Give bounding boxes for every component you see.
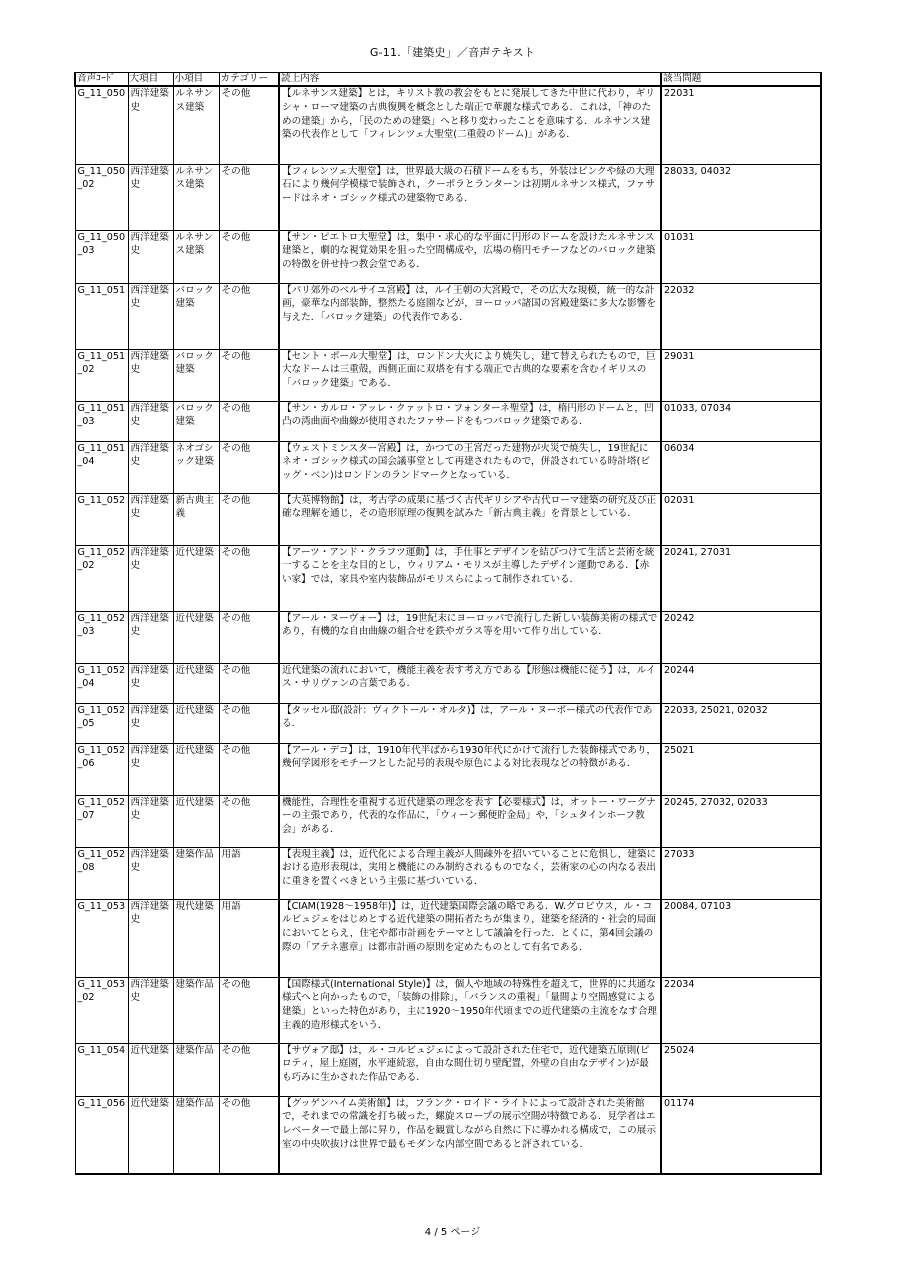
cell-questions: 20242 xyxy=(661,611,821,663)
cell-major: 西洋建築史 xyxy=(128,611,173,663)
cell-code: G_11_051_03 xyxy=(75,401,128,441)
cell-category: その他 xyxy=(219,1096,279,1174)
cell-code: G_11_052_03 xyxy=(75,611,128,663)
cell-major: 西洋建築史 xyxy=(128,401,173,441)
cell-text: 【アーツ・アンド・クラフツ運動】は，手仕事とデザインを結びつけて生活と芸術を統一することを主な目的とし，ウィリアム・モリスが主導したデザイン運動である．【赤い家】では，家具や室内装飾品がモリスらによって制作されている． xyxy=(279,545,661,611)
table-row xyxy=(75,611,821,663)
cell-major: 西洋建築史 xyxy=(128,230,173,283)
cell-text: 【サン・カルロ・アッレ・クァットロ・フォンターネ聖堂】は，楕円形のドームと，凹凸の湾曲面や曲線が使用されたファサードをもつバロック建築である． xyxy=(279,401,661,441)
cell-category: その他 xyxy=(219,493,279,545)
cell-major: 西洋建築史 xyxy=(128,899,173,977)
cell-text: 【アール・ヌーヴォー】は，19世紀末にヨーロッパで流行した新しい装飾美術の様式であり，有機的な自由曲線の組合せを鉄やガラス等を用いて作り出している． xyxy=(279,611,661,663)
cell-major: 西洋建築史 xyxy=(128,164,173,230)
cell-questions: 22034 xyxy=(661,977,821,1043)
cell-text: 【ルネサンス建築】とは，キリスト教の教会をもとに発展してきた中世に代わり，ギリシャ・ローマ建築の古典復興を概念とした端正で華麗な様式である．これは，「神のための建築」から，「民のための建築」へと移り変わったことを意味する．ルネサンス建築の代表作として「フィレンツェ大聖堂(二重殻のドーム)」がある． xyxy=(279,86,661,164)
cell-minor: ルネサンス建築 xyxy=(173,230,219,283)
cell-major: 西洋建築史 xyxy=(128,977,173,1043)
cell-category: 用語 xyxy=(219,899,279,977)
table-row xyxy=(75,283,821,349)
cell-major: 西洋建築史 xyxy=(128,349,173,401)
page-number: 4 / 5 ページ xyxy=(424,1227,481,1238)
cell-category: その他 xyxy=(219,1043,279,1096)
cell-text: 【サヴォア邸】は，ル・コルビュジェによって設計された住宅で，近代建築五原則(ピロティ，屋上庭園，水平連続窓，自由な間仕切り壁配置，外壁の自由なデザイン)が最も巧みに生かされた作品である． xyxy=(279,1043,661,1096)
cell-minor: バロック建築 xyxy=(173,401,219,441)
cell-major: 西洋建築史 xyxy=(128,703,173,743)
cell-code: G_11_052_02 xyxy=(75,545,128,611)
cell-text: 【CIAM(1928～1958年)】は，近代建築国際会議の略である．W.グロピウス，ル・コルビュジェをはじめとする近代建築の開拓者たちが集まり，建築を経済的・社会的局面においてとらえ，住宅や都市計画をテーマとして議論を行った．とくに，第4回会議の際の「アテネ憲章」は都市計画の原則を定めたものとして有名である． xyxy=(279,899,661,977)
column-header-questions: 該当問題 xyxy=(661,73,821,87)
cell-questions: 27033 xyxy=(661,847,821,899)
cell-text: 【グッゲンハイム美術館】は，フランク・ロイド・ライトによって設計された美術館で，それまでの常識を打ち破った，螺旋スロープの展示空間が特徴である．見学者はエレベーターで最上部に昇り，作品を観賞しながら自然に下に導かれる構成で，この展示室の中央吹抜けは世界で最もモダンな内部空間であると評されている． xyxy=(279,1096,661,1174)
cell-questions: 02031 xyxy=(661,493,821,545)
cell-minor: ルネサンス建築 xyxy=(173,164,219,230)
cell-code: G_11_053 xyxy=(75,899,128,977)
cell-major: 近代建築 xyxy=(128,1043,173,1096)
table-row xyxy=(75,1096,821,1174)
cell-text: 【アール・デコ】は，1910年代半ばから1930年代にかけて流行した装飾様式であり，幾何学図形をモチーフとした記号的表現や原色による対比表現などの特徴がある． xyxy=(279,743,661,795)
cell-major: 西洋建築史 xyxy=(128,743,173,795)
table-header-row xyxy=(75,73,821,87)
cell-text: 【サン・ピエトロ大聖堂】は，集中・求心的な平面に円形のドームを設けたルネサンス建築と，劇的な視覚効果を狙った空間構成や，広場の楕円モチーフなどのバロック建築の特徴を併せ持つ教会堂である． xyxy=(279,230,661,283)
cell-minor: ネオゴシック建築 xyxy=(173,441,219,493)
cell-questions: 01033, 07034 xyxy=(661,401,821,441)
column-header-minor: 小項目 xyxy=(173,73,219,87)
cell-code: G_11_050_03 xyxy=(75,230,128,283)
cell-code: G_11_050 xyxy=(75,86,128,164)
audio-text-table xyxy=(74,72,822,1175)
cell-code: G_11_052_08 xyxy=(75,847,128,899)
cell-category: その他 xyxy=(219,795,279,847)
cell-category: その他 xyxy=(219,441,279,493)
cell-code: G_11_056 xyxy=(75,1096,128,1174)
cell-code: G_11_052_05 xyxy=(75,703,128,743)
table-row xyxy=(75,230,821,283)
cell-category: その他 xyxy=(219,230,279,283)
cell-questions: 25021 xyxy=(661,743,821,795)
table-row xyxy=(75,401,821,441)
cell-major: 西洋建築史 xyxy=(128,441,173,493)
column-header-text: 読上内容 xyxy=(279,73,661,87)
cell-category: その他 xyxy=(219,545,279,611)
cell-code: G_11_051_04 xyxy=(75,441,128,493)
cell-major: 西洋建築史 xyxy=(128,545,173,611)
cell-minor: バロック建築 xyxy=(173,349,219,401)
cell-code: G_11_051 xyxy=(75,283,128,349)
table-row xyxy=(75,899,821,977)
cell-minor: 新古典主義 xyxy=(173,493,219,545)
cell-text: 【パリ郊外のベルサイユ宮殿】は，ルイ王朝の大宮殿で，その広大な規模，統一的な計画，豪華な内部装飾，整然たる庭園などが，ヨーロッパ諸国の宮殿建築に多大な影響を与えた．「バロック建築」の代表作である． xyxy=(279,283,661,349)
cell-category: その他 xyxy=(219,86,279,164)
column-header-category: カテゴリー xyxy=(219,73,279,87)
cell-category: その他 xyxy=(219,349,279,401)
cell-minor: 建築作品 xyxy=(173,1043,219,1096)
cell-code: G_11_052_04 xyxy=(75,663,128,703)
cell-major: 西洋建築史 xyxy=(128,795,173,847)
cell-minor: 現代建築 xyxy=(173,899,219,977)
cell-questions: 25024 xyxy=(661,1043,821,1096)
table-row xyxy=(75,1043,821,1096)
table-row xyxy=(75,349,821,401)
cell-category: その他 xyxy=(219,743,279,795)
cell-minor: 建築作品 xyxy=(173,847,219,899)
table-row xyxy=(75,743,821,795)
cell-text: 【フィレンツェ大聖堂】は，世界最大級の石積ドームをもち，外装はピンクや緑の大理石により幾何学模様で装飾され，クーポラとランターンは初期ルネサンス様式，ファサードはネオ・ゴシック様式の建築物である． xyxy=(279,164,661,230)
cell-minor: 近代建築 xyxy=(173,795,219,847)
cell-minor: バロック建築 xyxy=(173,283,219,349)
cell-category: その他 xyxy=(219,611,279,663)
cell-category: その他 xyxy=(219,703,279,743)
cell-questions: 20245, 27032, 02033 xyxy=(661,795,821,847)
cell-text: 近代建築の流れにおいて，機能主義を表す考え方である【形態は機能に従う】は，ルイス・サリヴァンの言葉である． xyxy=(279,663,661,703)
cell-questions: 20244 xyxy=(661,663,821,703)
cell-text: 【大英博物館】は，考古学の成果に基づく古代ギリシアや古代ローマ建築の研究及び正確な理解を通じ，その造形原理の復興を試みた「新古典主義」を背景としている． xyxy=(279,493,661,545)
cell-category: その他 xyxy=(219,283,279,349)
page-title: G-11.「建築史」／音声テキスト xyxy=(369,46,536,59)
cell-questions: 22033, 25021, 02032 xyxy=(661,703,821,743)
cell-minor: ルネサンス建築 xyxy=(173,86,219,164)
cell-questions: 28033, 04032 xyxy=(661,164,821,230)
cell-questions: 20241, 27031 xyxy=(661,545,821,611)
cell-category: その他 xyxy=(219,663,279,703)
cell-questions: 01031 xyxy=(661,230,821,283)
cell-minor: 近代建築 xyxy=(173,663,219,703)
cell-minor: 近代建築 xyxy=(173,545,219,611)
cell-code: G_11_053_02 xyxy=(75,977,128,1043)
cell-questions: 29031 xyxy=(661,349,821,401)
cell-questions: 22032 xyxy=(661,283,821,349)
cell-category: その他 xyxy=(219,977,279,1043)
table-row xyxy=(75,86,821,164)
cell-text: 【国際様式(International Style)】は，個人や地域の特殊性を超えて，世界的に共通な様式へと向かったもので，「装飾の排除」，「バランスの重視」「量間より空間感覚による建築」といった特色があり，主に1920～1950年代頃までの近代建築の主流をなす合理主義的造形様式をいう． xyxy=(279,977,661,1043)
cell-minor: 近代建築 xyxy=(173,611,219,663)
table-row xyxy=(75,977,821,1043)
table-row xyxy=(75,493,821,545)
table-row xyxy=(75,545,821,611)
cell-minor: 建築作品 xyxy=(173,977,219,1043)
cell-code: G_11_052_07 xyxy=(75,795,128,847)
cell-code: G_11_051_02 xyxy=(75,349,128,401)
cell-text: 【タッセル邸(設計：ヴィクトール・オルタ)】は，アール・ヌーボー様式の代表作である． xyxy=(279,703,661,743)
cell-minor: 近代建築 xyxy=(173,743,219,795)
cell-major: 西洋建築史 xyxy=(128,283,173,349)
cell-major: 西洋建築史 xyxy=(128,86,173,164)
column-header-code: 音声ｺｰﾄﾞ xyxy=(75,73,128,87)
cell-major: 西洋建築史 xyxy=(128,847,173,899)
table-row xyxy=(75,703,821,743)
cell-text: 【ウェストミンスター宮殿】は，かつての王宮だった建物が火災で焼失し，19世紀にネオ・ゴシック様式の国会議事堂として再建されたもので，併設されている時計塔(ビッグ・ベン)はロンドンのランドマークとなっている． xyxy=(279,441,661,493)
cell-code: G_11_052 xyxy=(75,493,128,545)
cell-major: 西洋建築史 xyxy=(128,493,173,545)
cell-text: 【表現主義】は，近代化による合理主義が人間疎外を招いていることに危惧し，建築における造形表現は，実用と機能にのみ制約されるものでなく，芸術家の心の内なる表出に重きを置くべきという主張に基づいている． xyxy=(279,847,661,899)
cell-questions: 22031 xyxy=(661,86,821,164)
cell-code: G_11_052_06 xyxy=(75,743,128,795)
cell-questions: 01174 xyxy=(661,1096,821,1174)
table-row xyxy=(75,663,821,703)
cell-minor: 建築作品 xyxy=(173,1096,219,1174)
cell-code: G_11_054 xyxy=(75,1043,128,1096)
cell-questions: 06034 xyxy=(661,441,821,493)
cell-major: 西洋建築史 xyxy=(128,663,173,703)
cell-major: 近代建築 xyxy=(128,1096,173,1174)
cell-questions: 20084, 07103 xyxy=(661,899,821,977)
cell-minor: 近代建築 xyxy=(173,703,219,743)
table-row xyxy=(75,164,821,230)
table-row xyxy=(75,847,821,899)
column-header-major: 大項目 xyxy=(128,73,173,87)
cell-code: G_11_050_02 xyxy=(75,164,128,230)
cell-text: 【セント・ポール大聖堂】は，ロンドン大火により焼失し，建て替えられたもので，巨大なドームは三重殻，西側正面に双塔を有する端正で古典的な要素を含むイギリスの「バロック建築」である． xyxy=(279,349,661,401)
table-row xyxy=(75,441,821,493)
table-row xyxy=(75,795,821,847)
cell-text: 機能性，合理性を重視する近代建築の理念を表す【必要様式】は，オットー・ワーグナーの主張であり，代表的な作品に，「ウィーン郵便貯金局」や，「シュタインホーフ教会」がある． xyxy=(279,795,661,847)
cell-category: その他 xyxy=(219,164,279,230)
cell-category: 用語 xyxy=(219,847,279,899)
cell-category: その他 xyxy=(219,401,279,441)
